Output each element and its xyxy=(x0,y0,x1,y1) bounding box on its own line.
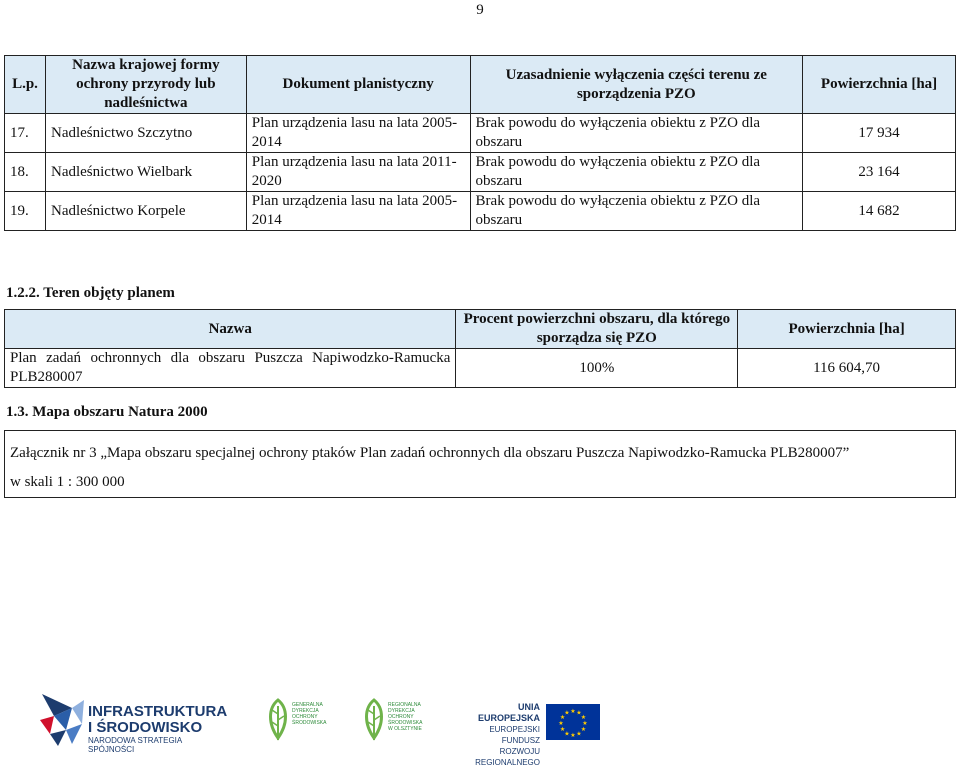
cell-lp: 17. xyxy=(5,114,46,153)
table-row xyxy=(5,349,956,388)
annex-title: Załącznik nr 3 „Mapa obszaru specjalnej ochrony ptaków Plan zadań ochronnych dla obszaru Puszcza Napiwodzko-Ramucka PLB280007” xyxy=(10,445,850,461)
cell-area: 116 604,70 xyxy=(738,349,956,388)
infrastruktura-logo xyxy=(36,690,228,754)
table-row xyxy=(5,114,956,153)
svg-text:★: ★ xyxy=(564,709,570,717)
header-area: Powierzchnia [ha] xyxy=(738,310,956,349)
section-heading-122: 1.2.2. Teren objęty planem xyxy=(6,285,175,301)
svg-text:★: ★ xyxy=(559,714,566,721)
cell-percent: 100% xyxy=(456,349,738,388)
eu-flag-icon xyxy=(546,704,600,740)
rdos-text: REGIONALNA DYREKCJA OCHRONY ŚRODOWISKA W OLSZTYNIE xyxy=(388,702,423,732)
svg-text:★: ★ xyxy=(576,709,582,717)
cell-justification: Brak powodu do wyłączenia obiektu z PZO dla obszaru xyxy=(470,114,803,153)
cell-area: 23 164 xyxy=(803,153,956,192)
cell-area: 17 934 xyxy=(803,114,956,153)
cell-lp: 18. xyxy=(5,153,46,192)
cell-document: Plan urządzenia lasu na lata 2011-2020 xyxy=(246,153,470,192)
eu-logo xyxy=(456,702,606,767)
header-name: Nazwa krajowej formy ochrony przyrody lub nadleśnictwa xyxy=(45,56,246,114)
svg-text:★: ★ xyxy=(580,726,587,733)
svg-text:★: ★ xyxy=(570,708,576,715)
planning-documents-table xyxy=(4,55,956,231)
header-justification: Uzasadnienie wyłączenia części terenu ze sporządzenia PZO xyxy=(470,56,803,114)
plan-area-table xyxy=(4,309,956,388)
table-header-row xyxy=(5,56,956,114)
logo-title-line2: I ŚRODOWISKO xyxy=(88,719,203,736)
cell-area: 14 682 xyxy=(803,192,956,231)
footer-logos xyxy=(0,680,960,767)
svg-text:★: ★ xyxy=(576,730,582,738)
section-heading-13: 1.3. Mapa obszaru Natura 2000 xyxy=(6,404,208,420)
eu-line1: UNIA EUROPEJSKA xyxy=(477,702,540,723)
eu-line2: EUROPEJSKI FUNDUSZ xyxy=(489,725,540,745)
gdos-text: GENERALNA DYREKCJA OCHRONY ŚRODOWISKA xyxy=(292,702,327,726)
table-row xyxy=(5,153,956,192)
svg-text:★: ★ xyxy=(580,714,587,721)
logo-title-line1: INFRASTRUKTURA xyxy=(88,703,228,720)
page-number: 9 xyxy=(476,2,484,18)
cell-lp: 19. xyxy=(5,192,46,231)
table-row xyxy=(5,192,956,231)
logo-title xyxy=(88,704,227,736)
cell-name: Nadleśnictwo Wielbark xyxy=(45,153,246,192)
cell-name: Nadleśnictwo Korpele xyxy=(45,192,246,231)
annex-scale: w skali 1 : 300 000 xyxy=(10,474,125,490)
star-icon xyxy=(36,690,86,748)
rdos-logo xyxy=(362,698,422,744)
header-lp: L.p. xyxy=(5,56,46,114)
gdos-logo xyxy=(266,698,326,744)
annex-box xyxy=(4,430,956,498)
eu-line3: ROZWOJU REGIONALNEGO xyxy=(475,747,540,767)
cell-plan-name: Plan zadań ochronnych dla obszaru Puszcza Napiwodzko-Ramucka PLB280007 xyxy=(5,349,456,388)
cell-justification: Brak powodu do wyłączenia obiektu z PZO dla obszaru xyxy=(470,153,803,192)
svg-text:★: ★ xyxy=(582,720,588,727)
leaf-icon xyxy=(266,698,290,742)
header-percent: Procent powierzchni obszaru, dla którego sporządza się PZO xyxy=(456,310,738,349)
svg-text:★: ★ xyxy=(570,732,576,739)
table-header-row xyxy=(5,310,956,349)
cell-justification: Brak powodu do wyłączenia obiektu z PZO dla obszaru xyxy=(470,192,803,231)
svg-text:★: ★ xyxy=(558,720,564,727)
svg-text:★: ★ xyxy=(564,730,570,738)
header-document: Dokument planistyczny xyxy=(246,56,470,114)
cell-document: Plan urządzenia lasu na lata 2005-2014 xyxy=(246,114,470,153)
leaf-icon xyxy=(362,698,386,742)
cell-name: Nadleśnictwo Szczytno xyxy=(45,114,246,153)
svg-text:★: ★ xyxy=(559,726,566,733)
header-area: Powierzchnia [ha] xyxy=(803,56,956,114)
logo-subtitle: NARODOWA STRATEGIA SPÓJNOŚCI xyxy=(88,736,182,754)
header-name: Nazwa xyxy=(5,310,456,349)
cell-document: Plan urządzenia lasu na lata 2005-2014 xyxy=(246,192,470,231)
